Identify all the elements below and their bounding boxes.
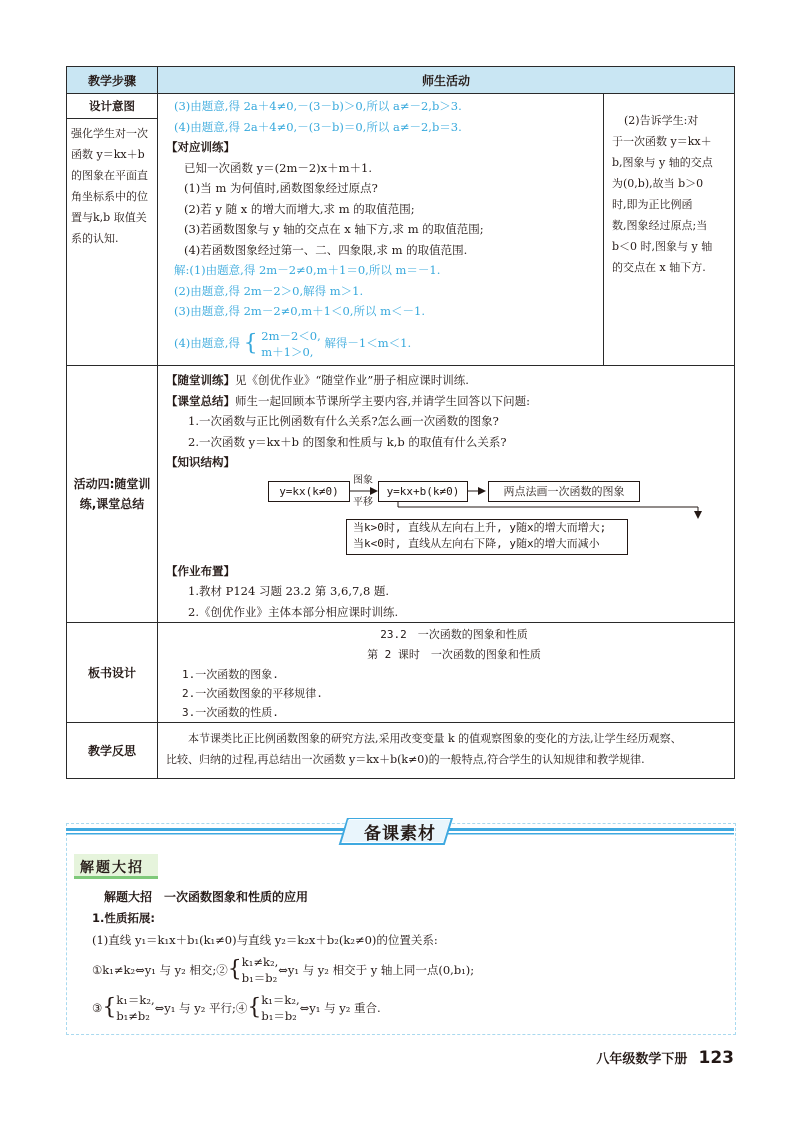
case-2-top: k₁≠k₂, [241, 955, 279, 969]
question-1: 1.一次函数与正比例函数有什么关系?怎么画一次函数的图象? [188, 414, 499, 428]
activity4-label-line1: 活动四:随堂训 [73, 477, 151, 491]
case-3-tail: ⇔y₁ 与 y₂ 平行;④ [154, 1001, 248, 1015]
row1-note [604, 94, 735, 366]
row1-line: 解:(1)由题意,得 2m－2≠0,m＋1＝0,所以 m＝－1. [174, 263, 441, 277]
board-design-main [158, 623, 735, 723]
box-properties [346, 519, 628, 555]
note-line: 于一次函数 y＝kx＋ [612, 135, 712, 148]
board-item: 1.一次函数的图象. [182, 668, 279, 681]
row1-line: (3)由题意,得 2m－2≠0,m＋1＜0,所以 m＜－1. [174, 304, 425, 318]
property-k-negative: 当k<0时, 直线从左向右下降, y随x的增大而减小 [353, 536, 600, 550]
reflection-label: 教学反思 [67, 723, 158, 779]
row1-line: 已知一次函数 y＝(2m－2)x＋m＋1. [184, 160, 373, 175]
arrow-label-shift: 平移 [353, 496, 373, 508]
activity4-label [67, 366, 158, 623]
note-line: 时,即为正比例函 [612, 198, 693, 211]
board-design-label: 板书设计 [67, 623, 158, 723]
practice-text: 见《创优作业》“随堂作业”册子相应课时训练. [235, 373, 469, 387]
case-4-tail: ⇔y₁ 与 y₂ 重合. [299, 1001, 381, 1015]
material-banner: 备课素材 [364, 824, 436, 844]
brace-icon: { [247, 995, 262, 1020]
board-title-1: 23.2 一次函数的图象和性质 [380, 628, 528, 641]
arrow-label-graph: 图象 [353, 474, 373, 486]
row1-line: (2)由题意,得 2m－2＞0,解得 m＞1. [174, 283, 364, 298]
case-4-bottom: b₁＝b₂ [261, 1009, 297, 1023]
row1-line: (4)由题意,得 2a＋4≠0,－(3－b)＝0,所以 a≠－2,b＝3. [174, 119, 462, 134]
note-line: b,图象与 y 轴的交点 [612, 156, 713, 169]
case-3-bottom: b₁≠b₂ [116, 1009, 150, 1023]
board-items [182, 665, 726, 722]
brace-icon: { [227, 957, 242, 982]
row1-line: (2)若 y 随 x 的增大而增大,求 m 的取值范围; [184, 201, 415, 216]
property-k-positive: 当k>0时, 直线从左向右上升, y随x的增大而增大; [353, 520, 607, 534]
material-heading: 解题大招 一次函数图象和性质的应用 [104, 890, 309, 904]
row1-line: (3)由题意,得 2a＋4≠0,－(3－b)＞0,所以 a≠－2,b＞3. [174, 99, 462, 113]
homework-2: 2.《创优作业》主体本部分相应课时训练. [188, 604, 399, 619]
case-1: ①k₁≠k₂⇔y₁ 与 y₂ 相交;② [92, 963, 228, 977]
solution-4-prefix: (4)由题意,得 [174, 335, 240, 350]
cases-1-2 [92, 952, 474, 988]
row1-main [158, 94, 604, 366]
cases-3-4 [92, 990, 381, 1026]
box-linear: y=kx+b(k≠0) [378, 481, 468, 502]
note-line: (2)告诉学生:对 [624, 114, 699, 127]
case-3-top: k₁＝k₂, [116, 993, 155, 1007]
practice-tag: 【随堂训练】 [166, 373, 235, 387]
summary-text: 师生一起回顾本节课所学主要内容,并请学生回答以下问题: [235, 393, 531, 408]
note-line: 数,图象经过原点;当 [612, 219, 708, 232]
board-item: 3.一次函数的性质. [182, 706, 279, 719]
header-step: 教学步骤 [67, 67, 158, 94]
footer [596, 1048, 734, 1068]
reflection-line-1: 本节课类比正比例函数图象的研究方法,采用改变变量 k 的值观察图象的变化的方法,让学生经历观察、 [188, 732, 682, 745]
solution-4-top: 2m－2＜0, [261, 328, 321, 343]
activity4-main [158, 366, 735, 623]
intent-line: 函数 y＝kx＋b [71, 148, 145, 161]
note-line: 为(0,b),故当 b＞0 [612, 177, 704, 190]
row1-line: (3)若函数图象与 y 轴的交点在 x 轴下方,求 m 的取值范围; [184, 222, 484, 236]
case-2-tail: ⇔y₁ 与 y₂ 相交于 y 轴上同一点(0,b₁); [278, 963, 475, 977]
board-title-2: 第 2 课时 一次函数的图象和性质 [367, 648, 541, 661]
board-item: 2.一次函数图象的平移规律. [182, 687, 323, 700]
row1-lines [166, 96, 595, 322]
note-line: 的交点在 x 轴下方. [612, 261, 706, 274]
question-2: 2.一次函数 y＝kx＋b 的图象和性质与 k,b 的取值有什么关系? [188, 434, 507, 449]
solution-4-suffix: 解得－1＜m＜1. [324, 335, 412, 350]
summary-tag: 【课堂总结】 [166, 393, 235, 408]
intent-line: 的图象在平面直 [71, 169, 148, 182]
design-intent-text [67, 119, 157, 253]
case-2-bottom: b₁＝b₂ [241, 971, 278, 985]
intent-line: 强化学生对一次 [71, 127, 148, 140]
row1-line: 【对应训练】 [166, 140, 235, 154]
material-line1: (1)直线 y₁＝k₁x＋b₁(k₁≠0)与直线 y₂＝k₂x＋b₂(k₂≠0)的位置关系: [92, 933, 438, 947]
intent-line: 置与k,b 取值关 [71, 211, 147, 224]
case-4-top: k₁＝k₂, [261, 993, 300, 1007]
reflection-main [158, 723, 735, 779]
reflection-line-2: 比较、归纳的过程,再总结出一次函数 y＝kx＋b(k≠0)的一般特点,符合学生的认知规律和教学规律. [166, 752, 645, 766]
brace-icon: { [243, 330, 258, 356]
box-two-point-method: 两点法画一次函数的图象 [488, 481, 640, 502]
homework-tag: 【作业布置】 [166, 563, 235, 578]
header-activity: 师生活动 [158, 67, 735, 94]
activity4-label-line2: 练,课堂总结 [79, 497, 145, 511]
design-intent-label: 设计意图 [67, 94, 157, 119]
teacher-note [612, 110, 728, 278]
solution-4 [174, 324, 595, 362]
box-proportional: y=kx(k≠0) [268, 481, 350, 502]
row1-line: (4)若函数图象经过第一、二、四象限,求 m 的取值范围. [184, 242, 468, 257]
material-tag: 解题大招 [80, 860, 144, 876]
solution-4-bottom: m＋1＞0, [261, 344, 314, 359]
intent-line: 系的认知. [71, 232, 119, 245]
material-sub: 1.性质拓展: [92, 911, 155, 925]
row1-line: (1)当 m 为何值时,函数图象经过原点? [184, 181, 378, 195]
homework-1: 1.教材 P124 习题 23.2 第 3,6,7,8 题. [188, 584, 390, 598]
brace-icon: { [102, 995, 117, 1020]
knowledge-tag: 【知识结构】 [166, 455, 235, 469]
intent-line: 角坐标系中的位 [71, 190, 148, 203]
knowledge-diagram [166, 473, 726, 557]
note-line: b＜0 时,图象与 y 轴 [612, 240, 713, 253]
footer-book: 八年级数学下册 [596, 1052, 688, 1067]
lesson-table [66, 66, 735, 779]
design-intent-cell [67, 94, 158, 366]
case-3: ③ [92, 1001, 103, 1015]
page-number: 123 [698, 1048, 734, 1068]
